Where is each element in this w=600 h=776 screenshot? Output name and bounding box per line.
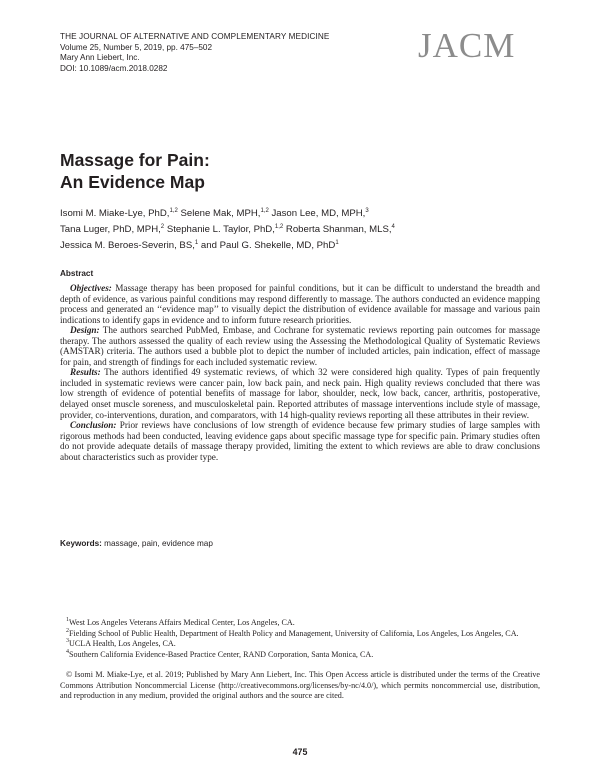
abstract-objectives [60, 283, 540, 325]
affiliation-number: 4 [66, 648, 69, 655]
author-affiliation: 1,2 [169, 208, 178, 214]
abstract-conclusion [60, 420, 540, 462]
journal-logo: JACM [418, 26, 516, 65]
author-affiliation: 1,2 [274, 223, 284, 230]
publisher-name: Mary Ann Liebert, Inc. [60, 53, 140, 63]
author-name: Isomi M. Miake-Lye, PhD, [60, 208, 170, 219]
section-label: Design: [70, 325, 100, 336]
affiliation-item [60, 629, 540, 640]
author-name: Selene Mak, MPH, [180, 208, 261, 219]
author-affiliation: 4 [391, 223, 395, 230]
affiliation-text: Southern California Evidence-Based Practice Center, RAND Corporation, Santa Monica, CA. [69, 649, 374, 659]
affiliation-text: UCLA Health, Los Angeles, CA. [69, 639, 176, 649]
license-notice [60, 670, 540, 702]
author-conjunction: and [200, 239, 217, 251]
author-name: Tana Luger, PhD, MPH, [60, 223, 161, 235]
section-label: Results: [70, 367, 101, 378]
affiliations [60, 618, 540, 660]
author-line-3 [60, 238, 500, 254]
affiliation-text: West Los Angeles Veterans Affairs Medical Center, Los Angeles, CA. [69, 618, 295, 627]
affiliation-number: 3 [66, 638, 69, 645]
author-affiliation: 1,2 [260, 208, 269, 214]
title-line-1: Massage for Pain: [60, 150, 210, 170]
affiliation-item [60, 618, 540, 629]
section-text: The authors searched PubMed, Embase, and Cochrane for systematic reviews reporting pain outcomes for massage therapy. The authors assessed the quality of each review using the Assessing the Methodological Quality of Systematic Reviews (AMSTAR) criteria. The authors used a bubble plot to depict the number of included articles, pain indication, effect of massage for pain, and strength of findings for each included systematic review. [60, 325, 540, 367]
author-name: Paul G. Shekelle, MD, PhD [219, 239, 336, 251]
title-line-2: An Evidence Map [60, 172, 205, 192]
abstract-heading: Abstract [60, 269, 94, 278]
author-line-1 [60, 206, 500, 222]
section-label: Objectives: [70, 283, 112, 293]
abstract-body [60, 283, 540, 462]
affiliation-number: 1 [66, 617, 69, 623]
author-affiliation: 2 [160, 223, 165, 230]
keywords-text: massage, pain, evidence map [104, 539, 213, 548]
article-title [60, 149, 210, 193]
volume-info: Volume 25, Number 5, 2019, pp. 475–502 [60, 42, 213, 52]
author-affiliation: 3 [365, 208, 369, 214]
doi: DOI: 10.1089/acm.2018.0282 [60, 63, 168, 73]
affiliation-item [60, 650, 540, 661]
affiliation-item [60, 639, 540, 650]
abstract-design [60, 325, 540, 367]
keywords [60, 539, 213, 548]
author-name: Jason Lee, MD, MPH, [271, 208, 366, 219]
section-text: The authors identified 49 systematic reviews, of which 32 were considered high quality. Types of pain frequently included in systematic reviews were cancer pain, low back pain, and neck pain. High quality reviews concluded that there was low strength of evidence of potential benefits of massage for labor, shoulder, neck, low back, cancer, arthritis, postoperative, delayed onset muscle soreness, and musculoskeletal pain. Reported attributes of massage interventions include style of massage, provider, co-interventions, duration, and comparators, with 14 high-quality reviews reporting all these attributes in their review. [60, 367, 540, 420]
page-number: 475 [292, 747, 308, 757]
author-line-2 [60, 222, 500, 238]
journal-header [60, 32, 360, 74]
keywords-label: Keywords: [60, 539, 102, 548]
author-name: Roberta Shanman, MLS, [285, 223, 392, 235]
author-affiliation: 1 [194, 239, 199, 246]
section-label: Conclusion: [70, 420, 117, 431]
abstract-results [60, 367, 540, 420]
journal-name: THE JOURNAL OF ALTERNATIVE AND COMPLEMENTARY MEDICINE [60, 32, 330, 41]
author-name: Stephanie L. Taylor, PhD, [166, 223, 275, 235]
author-affiliation: 1 [335, 239, 339, 246]
section-text: Massage therapy has been proposed for painful conditions, but it can be difficult to understand the breadth and depth of evidence, as various painful conditions may respond differently to massage. The authors conducted an evidence mapping process and generated an ‘‘evidence map’’ to visually depict the distribution of evidence available for massage and various pain indications to identify gaps in evidence and to inform future research priorities. [60, 283, 540, 325]
affiliation-text: Fielding School of Public Health, Department of Health Policy and Management, University of California, Los Angeles, Los Angeles, CA. [69, 628, 519, 638]
author-name: Jessica M. Beroes-Severin, BS, [60, 239, 195, 251]
affiliation-number: 2 [66, 627, 69, 634]
section-text: Prior reviews have conclusions of low strength of evidence because few primary studies of large samples with rigorous methods had been conducted, leaving evidence gaps about specific massage type for specific pain. Primary studies often do not provide adequate details of massage therapy provided, limiting the extent to which reviews are able to draw conclusions about characteristics such as provider type. [60, 420, 540, 462]
license-text: © Isomi M. Miake-Lye, et al. 2019; Published by Mary Ann Liebert, Inc. This Open Access article is distributed under the terms of the Creative Commons Attribution Noncommercial License (http://creativecommons.org/licenses/by-nc/4.0/), which permits noncommercial use, distribution, and reproduction in any medium, provided the original authors and the source are cited. [60, 670, 540, 701]
author-list [60, 206, 500, 253]
